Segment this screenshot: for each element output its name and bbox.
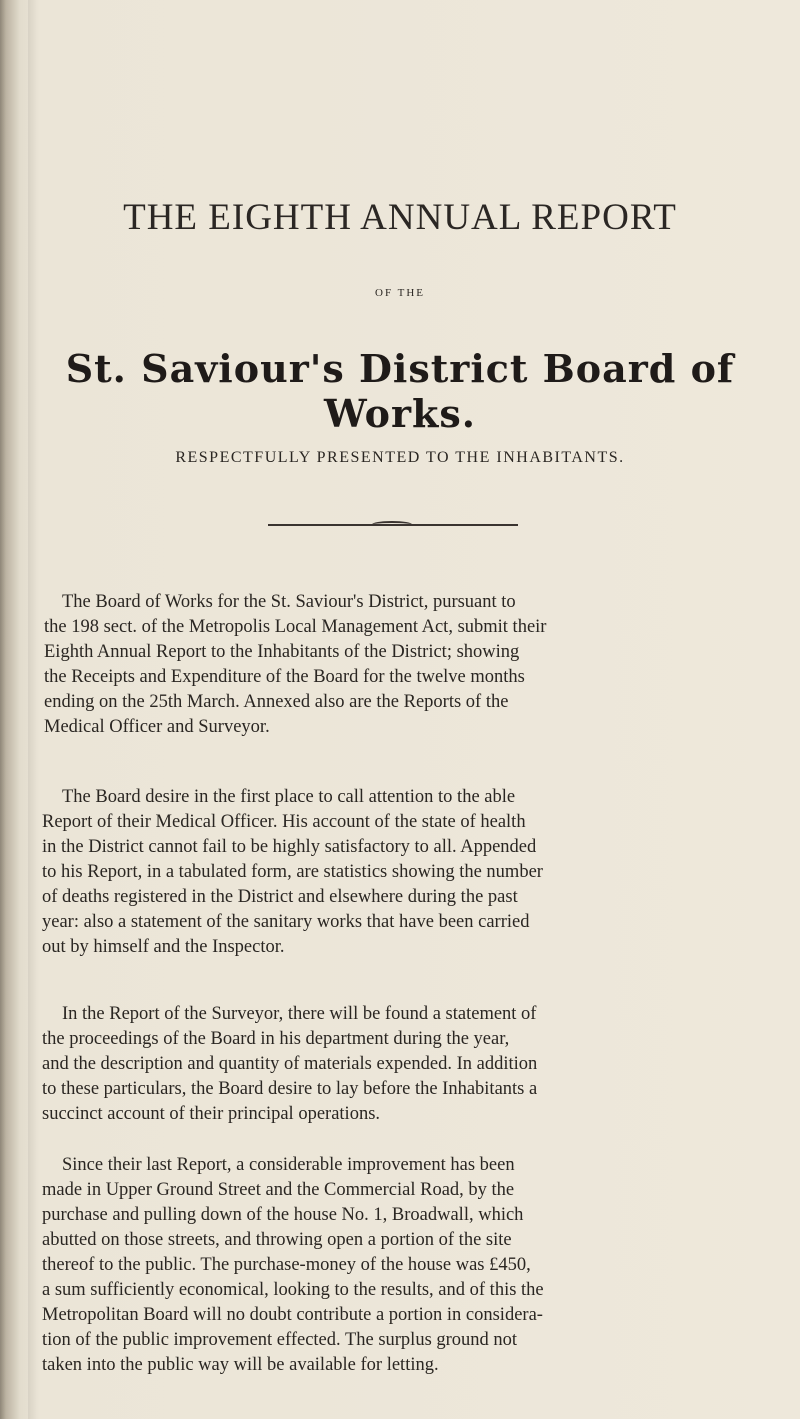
paragraph-line: Medical Officer and Surveyor. [44, 717, 270, 737]
report-title: THE EIGHTH ANNUAL REPORT [123, 197, 677, 238]
paragraph-line: a sum sufficiently economical, looking to the results, and of this the [42, 1280, 544, 1300]
paragraph-line: Report of their Medical Officer. His account of the state of health [42, 812, 526, 832]
paragraph-line: made in Upper Ground Street and the Commercial Road, by the [42, 1180, 515, 1200]
paragraph-line: purchase and pulling down of the house No. 1, Broadwall, which [42, 1205, 524, 1225]
paragraph-line: succinct account of their principal operations. [42, 1104, 381, 1124]
paragraph-line: Since their last Report, a considerable improvement has been [62, 1155, 515, 1175]
paragraph-line: thereof to the public. The purchase-money of the house was £450, [42, 1255, 531, 1275]
paragraph-line: and the description and quantity of materials expended. In addition [42, 1054, 538, 1074]
paragraph-line: Metropolitan Board will no doubt contribute a portion in considera- [42, 1305, 543, 1325]
paragraph-line: The Board of Works for the St. Saviour's District, pursuant to [62, 592, 516, 612]
paragraph-line: out by himself and the Inspector. [42, 937, 285, 957]
paragraph-line: to his Report, in a tabulated form, are statistics showing the number [42, 862, 543, 882]
board-name-heading: St. Saviour's District Board of Works. [65, 346, 735, 436]
paragraph-line: of deaths registered in the District and elsewhere during the past [42, 887, 518, 907]
paragraph-line: the proceedings of the Board in his department during the year, [42, 1029, 510, 1049]
paragraph-line: year: also a statement of the sanitary works that have been carried [42, 912, 530, 932]
presented-subtitle: RESPECTFULLY PRESENTED TO THE INHABITANTS. [175, 449, 625, 466]
divider-ornament [372, 521, 412, 528]
paragraph-line: to these particulars, the Board desire to lay before the Inhabitants a [42, 1079, 538, 1099]
paragraph-line: Eighth Annual Report to the Inhabitants of the District; showing [44, 642, 520, 662]
paragraph-line: in the District cannot fail to be highly satisfactory to all. Appended [42, 837, 537, 857]
paragraph-line: taken into the public way will be available for letting. [42, 1355, 439, 1375]
paragraph-line: abutted on those streets, and throwing open a portion of the site [42, 1230, 512, 1250]
paragraph-line: the 198 sect. of the Metropolis Local Management Act, submit their [44, 617, 547, 637]
paragraph-line: In the Report of the Surveyor, there will be found a statement of [62, 1004, 537, 1024]
of-the-label: OF THE [375, 287, 425, 299]
paragraph-line: tion of the public improvement effected. The surplus ground not [42, 1330, 518, 1350]
paragraph-line: ending on the 25th March. Annexed also are the Reports of the [44, 692, 509, 712]
paragraph-line: the Receipts and Expenditure of the Board for the twelve months [44, 667, 525, 687]
paragraph-line: The Board desire in the first place to call attention to the able [62, 787, 516, 807]
